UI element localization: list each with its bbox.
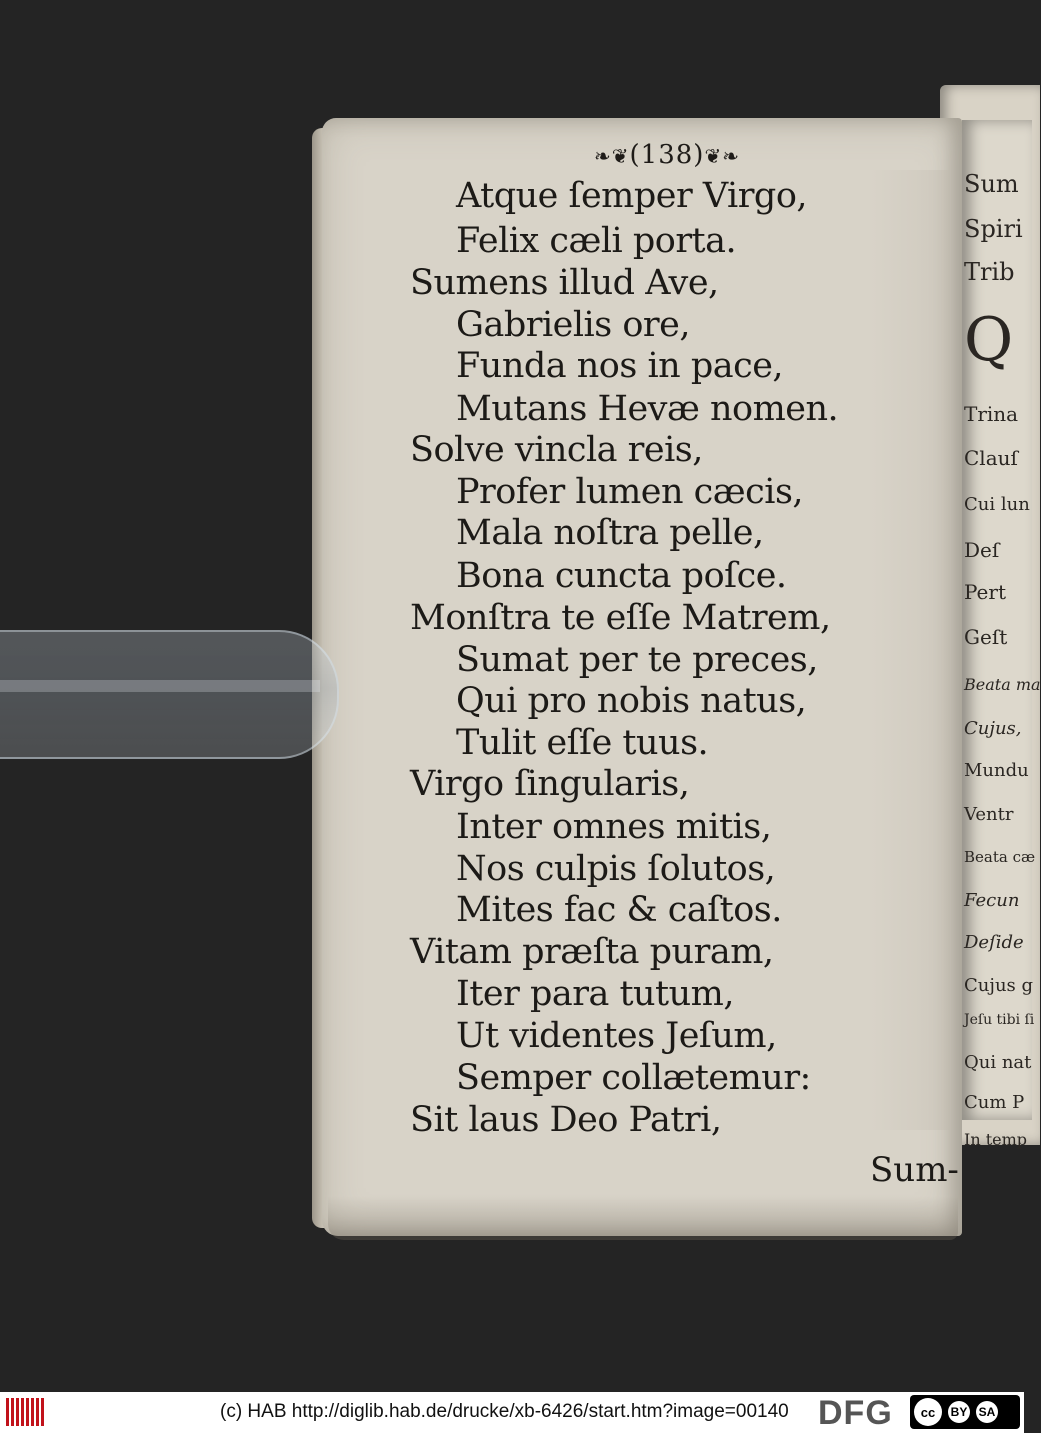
verse-line: Atque ſemper Virgo, xyxy=(456,176,808,216)
page-holder-clip xyxy=(0,630,339,759)
page-number: (138) xyxy=(629,140,705,170)
verse-line: Mala noſtra pelle, xyxy=(456,513,764,553)
verse-line: Iter para tutum, xyxy=(456,974,734,1014)
catchword: Sum- xyxy=(870,1150,959,1190)
facing-line: Cujus, xyxy=(964,718,1022,739)
verse-line: Gabrielis ore, xyxy=(456,305,690,345)
facing-line: Spiri xyxy=(964,215,1023,243)
cc-icon: cc xyxy=(914,1398,942,1426)
verse-line: Nos culpis ſolutos, xyxy=(456,849,776,889)
facing-line: Pert xyxy=(964,580,1006,604)
copyright-credit[interactable]: (c) HAB http://diglib.hab.de/drucke/xb-6426/start.htm?image=00140 xyxy=(220,1401,789,1422)
right-ornament-icon: ❦❧ xyxy=(704,144,740,168)
verse-line: Qui pro nobis natus, xyxy=(456,681,807,721)
hab-logo-icon xyxy=(6,1398,48,1426)
facing-line: Deſide xyxy=(964,932,1024,953)
verse-line: Sumat per te preces, xyxy=(456,640,818,680)
left-ornament-icon: ❧❦ xyxy=(594,144,630,168)
verse-line: Semper collætemur: xyxy=(456,1058,811,1098)
dfg-logo: DFG xyxy=(818,1394,893,1432)
facing-line: Beata cæ xyxy=(964,848,1036,866)
facing-initial: Q xyxy=(964,305,1014,375)
verse-line: Sit laus Deo Patri, xyxy=(410,1100,722,1140)
facing-line: Cum P xyxy=(964,1092,1025,1113)
page-bottom-shadow xyxy=(328,1196,958,1240)
verse-line: Sumens illud Ave, xyxy=(410,263,719,303)
verse-line: Funda nos in pace, xyxy=(456,346,784,386)
facing-line: Cui lun xyxy=(964,494,1030,515)
verse-line: Mutans Hevæ nomen. xyxy=(456,389,839,429)
by-icon: BY xyxy=(948,1401,970,1423)
facing-line: Ventr xyxy=(964,804,1014,825)
facing-page xyxy=(962,120,1041,1149)
facing-line: Geſt xyxy=(964,625,1008,649)
facing-line: Fecun xyxy=(964,890,1020,911)
verse-line: Bona cuncta poſce. xyxy=(456,556,787,596)
facing-line: Cujus g xyxy=(964,975,1034,996)
facing-line: Clauſ xyxy=(964,446,1018,470)
verse-line: Mites fac & caſtos. xyxy=(456,890,782,930)
cc-license-badge[interactable] xyxy=(910,1395,1020,1429)
verse-line: Solve vincla reis, xyxy=(410,430,703,470)
sa-icon: SA xyxy=(976,1401,998,1423)
facing-line: In temp xyxy=(964,1130,1028,1149)
page-number-header xyxy=(594,140,740,170)
verse-line: Virgo ſingularis, xyxy=(410,764,690,804)
verse-line: Monſtra te eſſe Matrem, xyxy=(410,598,831,638)
verse-line: Tulit eſſe tuus. xyxy=(456,723,709,763)
clip-highlight xyxy=(0,680,320,692)
verse-line: Vitam præſta puram, xyxy=(410,932,774,972)
verse-line: Felix cæli porta. xyxy=(456,221,737,261)
facing-line: Deſ xyxy=(964,538,1000,562)
facing-line: Mundu xyxy=(964,760,1029,781)
facing-line: Beata ma xyxy=(964,675,1041,694)
footer-bar xyxy=(0,1392,1024,1433)
facing-line: Jeſu tibi ſi xyxy=(964,1012,1035,1028)
facing-line: Trib xyxy=(964,258,1015,286)
verse-line: Profer lumen cæcis, xyxy=(456,472,804,512)
facing-line: Qui nat xyxy=(964,1052,1032,1073)
facing-line: Trina xyxy=(964,402,1019,426)
facing-line: Sum xyxy=(964,170,1019,198)
page-gutter-shade xyxy=(870,170,950,1130)
verse-line: Ut videntes Jeſum, xyxy=(456,1016,777,1056)
verse-line: Inter omnes mitis, xyxy=(456,807,772,847)
